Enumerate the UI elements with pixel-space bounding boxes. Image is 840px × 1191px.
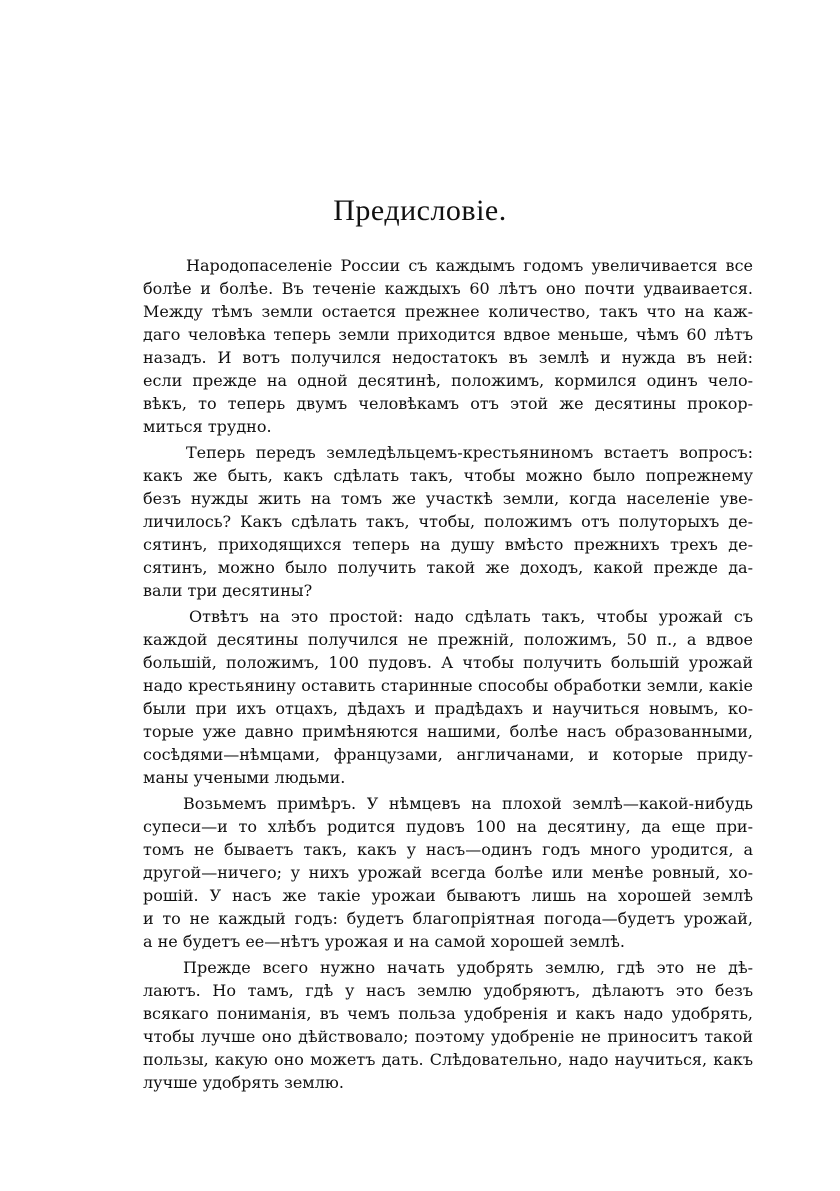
text-line: вѣкъ, то теперь двумъ человѣкамъ отъ этой же десятины прокор-	[143, 394, 753, 413]
text-line: рошій. У насъ же такіе урожаи бываютъ лишь на хорошей землѣ	[143, 886, 753, 905]
text-line: Прежде всего нужно начать удобрять землю, гдѣ это не дѣ-	[183, 958, 753, 977]
text-line: личилось? Какъ сдѣлать такъ, чтобы, положимъ отъ полуторыхъ де-	[143, 512, 753, 531]
text-line: Народопаселеніе России съ каждымъ годомъ увеличивается все	[186, 256, 753, 275]
text-line: Теперь передъ земледѣльцемъ-крестьяниномъ встаетъ вопросъ:	[186, 443, 753, 462]
text-line: лаютъ. Но тамъ, гдѣ у насъ землю удобряютъ, дѣлаютъ это безъ	[143, 981, 753, 1000]
text-line: всякаго пониманія, въ чемъ польза удобренія и какъ надо удобрять,	[143, 1004, 753, 1023]
page-title: Предисловіе.	[333, 194, 507, 227]
text-line: какъ же быть, какъ сдѣлать такъ, чтобы можно было попрежнему	[143, 466, 753, 485]
text-line: Между тѣмъ земли остается прежнее количество, такъ что на каж-	[143, 302, 753, 321]
text-line: другой—ничего; у нихъ урожай всегда болѣе или менѣе ровный, хо-	[143, 863, 753, 882]
paragraph-1	[143, 254, 753, 438]
paragraph-4	[143, 792, 753, 953]
text-line: лучше удобрять землю.	[143, 1073, 344, 1092]
text-line: безъ нужды жить на томъ же участкѣ земли, когда населеніе уве-	[143, 489, 753, 508]
text-line: были при ихъ отцахъ, дѣдахъ и прадѣдахъ и научиться новымъ, ко-	[143, 699, 753, 718]
paragraph-5	[143, 956, 753, 1094]
text-line: томъ не бываетъ такъ, какъ у насъ—одинъ годъ много уродится, а	[143, 840, 753, 859]
text-line: Возьмемъ примѣръ. У нѣмцевъ на плохой землѣ—какой-нибудь	[183, 794, 753, 813]
text-line: каждой десятины получился не прежній, положимъ, 50 п., а вдвое	[143, 630, 753, 649]
text-line: вали три десятины?	[143, 581, 313, 600]
text-line: маны учеными людьми.	[143, 768, 346, 787]
text-line: сятинъ, можно было получить такой же доходъ, какой прежде да-	[143, 558, 753, 577]
text-line: сосѣдями—нѣмцами, французами, англичанами, и которые приду-	[143, 745, 753, 764]
paragraph-3	[143, 605, 753, 789]
text-line: даго человѣка теперь земли приходится вдвое меньше, чѣмъ 60 лѣтъ	[143, 325, 753, 344]
text-line: и то не каждый годъ: будетъ благопріятная погода—будетъ урожай,	[143, 909, 753, 928]
text-line: чтобы лучше оно дѣйствовало; поэтому удобреніе не приноситъ такой	[143, 1027, 753, 1046]
text-line: назадъ. И вотъ получился недостатокъ въ землѣ и нужда въ ней:	[143, 348, 753, 367]
paragraph-2	[143, 441, 753, 602]
text-line: супеси—и то хлѣбъ родится пудовъ 100 на десятину, да еще при-	[143, 817, 753, 836]
text-line: а не будетъ ее—нѣтъ урожая и на самой хорошей землѣ.	[143, 932, 625, 951]
text-line: если прежде на одной десятинѣ, положимъ, кормился одинъ чело-	[143, 371, 753, 390]
text-line: миться трудно.	[143, 417, 272, 436]
text-line: пользы, какую оно можетъ дать. Слѣдовательно, надо научиться, какъ	[143, 1050, 753, 1069]
text-line: большій, положимъ, 100 пудовъ. А чтобы получить большій урожай	[143, 653, 753, 672]
text-line: Отвѣтъ на это простой: надо сдѣлать такъ, чтобы урожай съ	[189, 607, 753, 626]
text-line: торые уже давно примѣняются нашими, болѣе насъ образованными,	[143, 722, 753, 741]
text-line: болѣе и болѣе. Въ теченіе каждыхъ 60 лѣтъ оно почти удваивается.	[143, 279, 753, 298]
text-line: надо крестьянину оставить старинные способы обработки земли, какіе	[143, 676, 753, 695]
body-text	[143, 254, 753, 1094]
text-line: сятинъ, приходящихся теперь на душу вмѣсто прежнихъ трехъ де-	[143, 535, 753, 554]
